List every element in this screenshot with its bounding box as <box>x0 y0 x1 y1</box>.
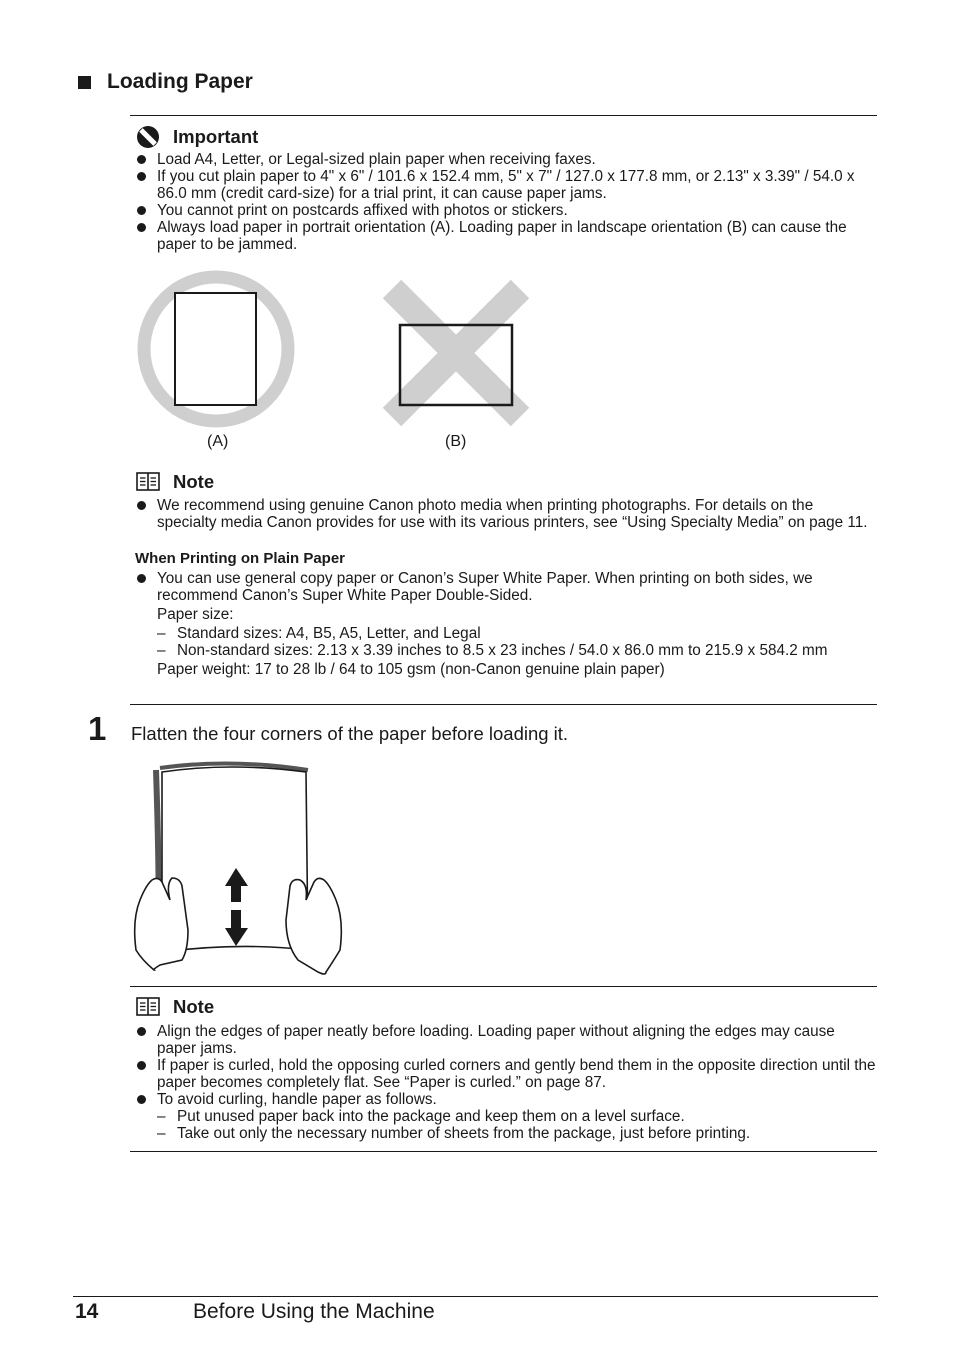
list-item: – Take out only the necessary number of sheets from the package, just before printing. <box>157 1125 751 1142</box>
plain-paper-list <box>136 570 876 678</box>
square-bullet-icon <box>78 76 91 89</box>
note-book-icon <box>136 472 160 492</box>
important-label: Important <box>173 126 259 147</box>
important-icon <box>136 125 160 149</box>
note-list <box>136 497 876 531</box>
chapter-title: Before Using the Machine <box>193 1300 435 1323</box>
divider <box>130 115 877 116</box>
note-label: Note <box>173 996 215 1017</box>
list-item: – Standard sizes: A4, B5, A5, Letter, and Legal <box>157 625 481 642</box>
note-list <box>136 1023 876 1142</box>
correct-portrait-icon <box>144 277 288 421</box>
list-item: If paper is curled, hold the opposing curled corners and gently bend them in the opposite direction until the paper becomes completely flat. See “Paper is curled.” on page 87. <box>136 1057 876 1091</box>
divider <box>130 704 877 705</box>
orientation-figure <box>130 262 550 432</box>
list-item: If you cut plain paper to 4" x 6" / 101.6 x 152.4 mm, 5" x 7" / 127.0 x 177.8 mm, or 2.13" x 3.39" / 54.0 x 86.0 mm (credit card-size) for a trial print, it can cause paper jams. <box>136 168 876 202</box>
list-item: Align the edges of paper neatly before loading. Loading paper without aligning the edges may cause paper jams. <box>136 1023 876 1057</box>
divider <box>130 1151 877 1152</box>
note-heading <box>136 996 214 1018</box>
plain-paper-subheading: When Printing on Plain Paper <box>135 550 346 567</box>
list-item: Load A4, Letter, or Legal-sized plain paper when receiving faxes. <box>136 151 876 168</box>
list-item: Always load paper in portrait orientation (A). Loading paper in landscape orientation (B) can cause the paper to be jammed. <box>136 219 876 253</box>
paper-size-label: Paper size: <box>157 606 234 623</box>
list-item: – Non-standard sizes: 2.13 x 3.39 inches to 8.5 x 23 inches / 54.0 x 86.0 mm to 215.9 x 584.2 mm <box>157 642 828 659</box>
footer-divider <box>73 1296 878 1297</box>
note-heading <box>136 471 214 493</box>
important-list <box>136 151 876 253</box>
figure-label-b: (B) <box>445 433 467 450</box>
divider <box>130 986 877 987</box>
list-item: You cannot print on postcards affixed with photos or stickers. <box>136 202 876 219</box>
page-number: 14 <box>75 1300 99 1323</box>
incorrect-landscape-icon <box>392 289 520 417</box>
flatten-paper-illustration <box>130 760 350 980</box>
right-hand-icon <box>286 878 341 974</box>
note-label: Note <box>173 471 215 492</box>
left-hand-icon <box>135 878 188 970</box>
list-item: We recommend using genuine Canon photo media when printing photographs. For details on the specialty media Canon provides for use with its various printers, see “Using Specialty Media” on page 11. <box>136 497 876 531</box>
note-book-icon <box>136 997 160 1017</box>
step-text: Flatten the four corners of the paper before loading it. <box>131 723 569 744</box>
important-heading <box>136 125 258 149</box>
section-heading <box>78 70 253 94</box>
paper-weight: Paper weight: 17 to 28 lb / 64 to 105 gsm (non-Canon genuine plain paper) <box>157 661 665 678</box>
list-item: You can use general copy paper or Canon’s Super White Paper. When printing on both sides, we recommend Canon’s Super White Paper Double-Sided. <box>136 570 876 604</box>
step-number: 1 <box>88 710 107 747</box>
list-item: To avoid curling, handle paper as follows. <box>136 1091 876 1108</box>
list-item: – Put unused paper back into the package and keep them on a level surface. <box>157 1108 685 1125</box>
section-title: Loading Paper <box>107 70 253 93</box>
figure-label-a: (A) <box>207 433 229 450</box>
